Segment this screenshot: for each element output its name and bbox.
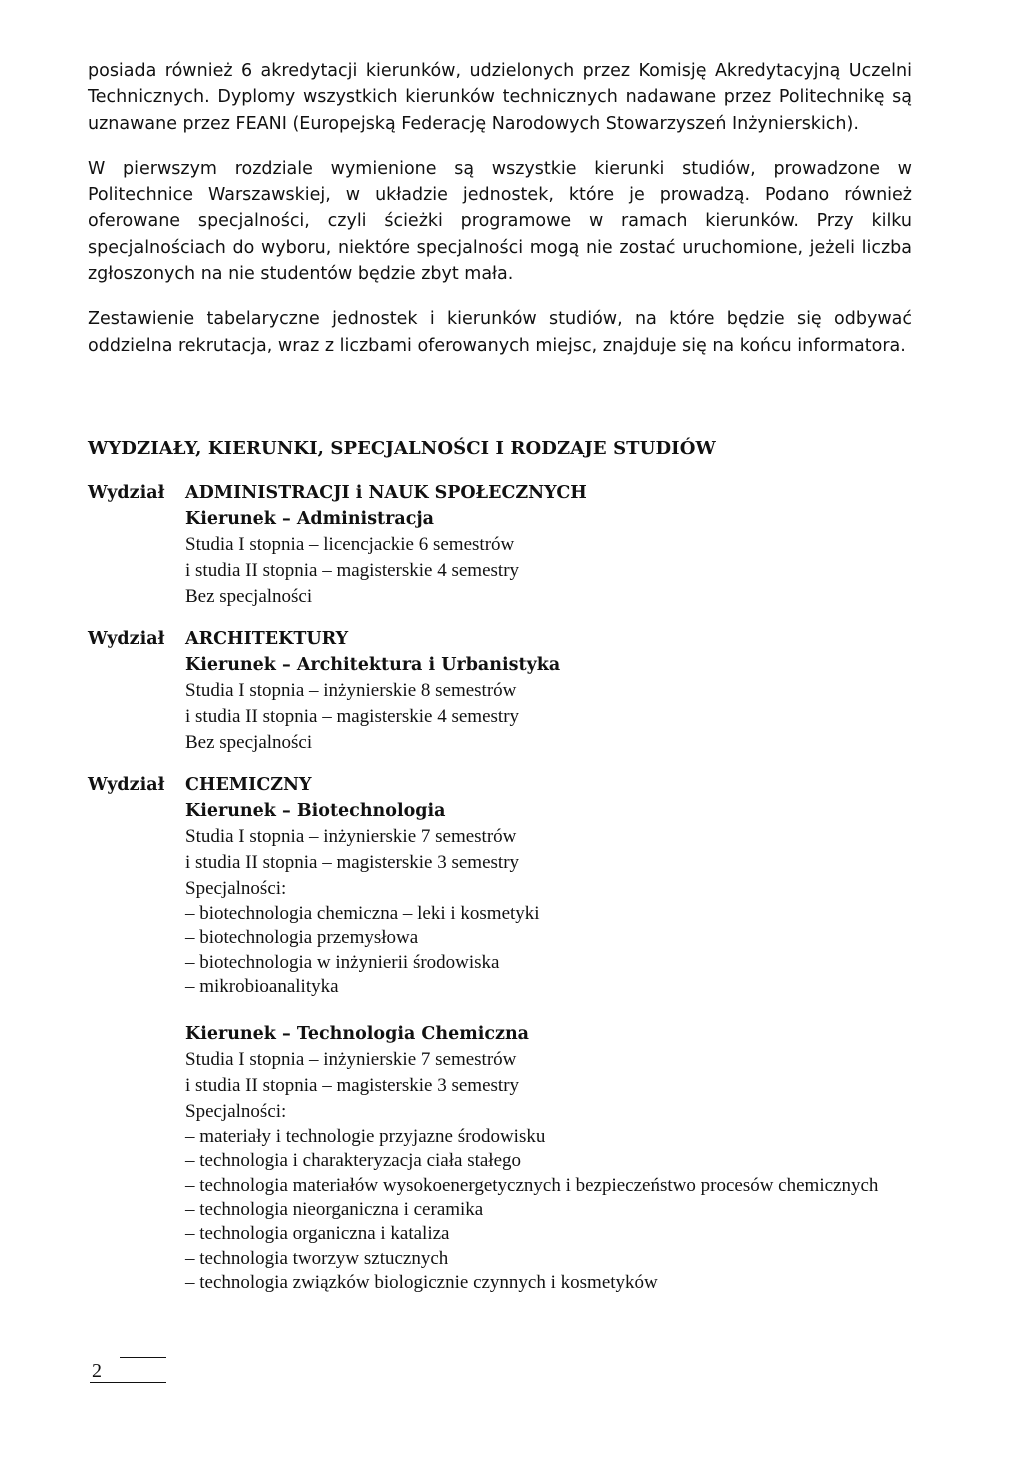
specialization-item: – technologia tworzyw sztucznych [185,1247,449,1269]
intro-paragraph: Zestawienie tabelaryczne jednostek i kierunków studiów, na które będzie się odbywać oddzielna rekrutacja, wraz z liczbami oferowanych miejsc, znajduje się na końcu informatora. [88,309,912,356]
specialization-item: – mikrobioanalityka [185,975,339,997]
specialization-header: Bez specjalności [185,586,313,607]
specialization-item: – biotechnologia chemiczna – leki i kosmetyki [185,903,540,924]
page-number-text: 2 [90,1360,166,1383]
page-number-rule [120,1357,166,1358]
section-title: WYDZIAŁY, KIERUNKI, SPECJALNOŚCI I RODZAJE STUDIÓW [88,438,716,459]
faculty-body [185,772,945,1295]
page-number [90,1354,166,1382]
faculty-name: CHEMICZNY [185,775,312,795]
intro-text [88,58,912,378]
intro-paragraph: posiada również 6 akredytacji kierunków, udzielonych przez Komisję Akredytacyjną Uczelni Technicznych. Dyplomy wszystkich kierunków technicznych nadawane przez Politechnikę są uznawane przez FEANI (Europejską Federację Narodowych Stowarzyszeń Inżynierskich). [88,61,912,134]
major-title: Kierunek – Administracja [185,509,435,529]
faculty-body [185,480,945,610]
specialization-item: – technologia i charakteryzacja ciała stałego [185,1150,522,1172]
study-level-1: Studia I stopnia – licencjackie 6 semestrów [185,534,515,555]
specialization-item: – materiały i technologie przyjazne środowisku [185,1126,546,1148]
study-level-1: Studia I stopnia – inżynierskie 8 semestrów [185,680,517,701]
faculty-label: Wydział [88,483,165,503]
faculty-body [185,626,945,756]
study-level-2: i studia II stopnia – magisterskie 4 semestry [185,560,520,581]
major-title: Kierunek – Architektura i Urbanistyka [185,655,561,675]
specialization-item: – biotechnologia przemysłowa [185,927,419,949]
faculty-label: Wydział [88,629,165,649]
specialization-item: – technologia organiczna i kataliza [185,1223,450,1245]
specialization-item: – technologia związków biologicznie czynnych i kosmetyków [185,1271,658,1293]
specialization-item: – biotechnologia w inżynierii środowiska [185,951,500,973]
study-level-2: i studia II stopnia – magisterskie 4 semestry [185,706,520,727]
major-title: Kierunek – Biotechnologia [185,801,446,821]
specialization-item: – technologia materiałów wysokoenergetycznych i bezpieczeństwo procesów chemicznych [185,1174,879,1196]
faculty-label: Wydział [88,775,165,795]
study-level-2: i studia II stopnia – magisterskie 3 semestry [185,852,520,873]
faculty-name: ADMINISTRACJI i NAUK SPOŁECZNYCH [185,483,587,503]
major-title: Kierunek – Technologia Chemiczna [185,1024,530,1045]
specialization-header: Specjalności: [185,878,287,899]
study-level-1: Studia I stopnia – inżynierskie 7 semestrów [185,1049,517,1071]
study-level-1: Studia I stopnia – inżynierskie 7 semestrów [185,826,517,847]
study-level-2: i studia II stopnia – magisterskie 3 semestry [185,1075,520,1097]
faculty-name: ARCHITEKTURY [185,629,349,649]
intro-paragraph: W pierwszym rozdziale wymienione są wszystkie kierunki studiów, prowadzone w Politechnice Warszawskiej, w układzie jednostek, które je prowadzą. Podano również oferowane specjalności, czyli ścieżki programowe w ramach kierunków. Przy kilku specjalnościach do wyboru, niektóre specjalności mogą nie zostać uruchomione, jeżeli liczba zgłoszonych na nie studentów będzie zbyt mała. [88,158,912,285]
specialization-item: – technologia nieorganiczna i ceramika [185,1199,484,1221]
specialization-header: Bez specjalności [185,732,313,753]
specialization-header: Specjalności: [185,1101,287,1123]
